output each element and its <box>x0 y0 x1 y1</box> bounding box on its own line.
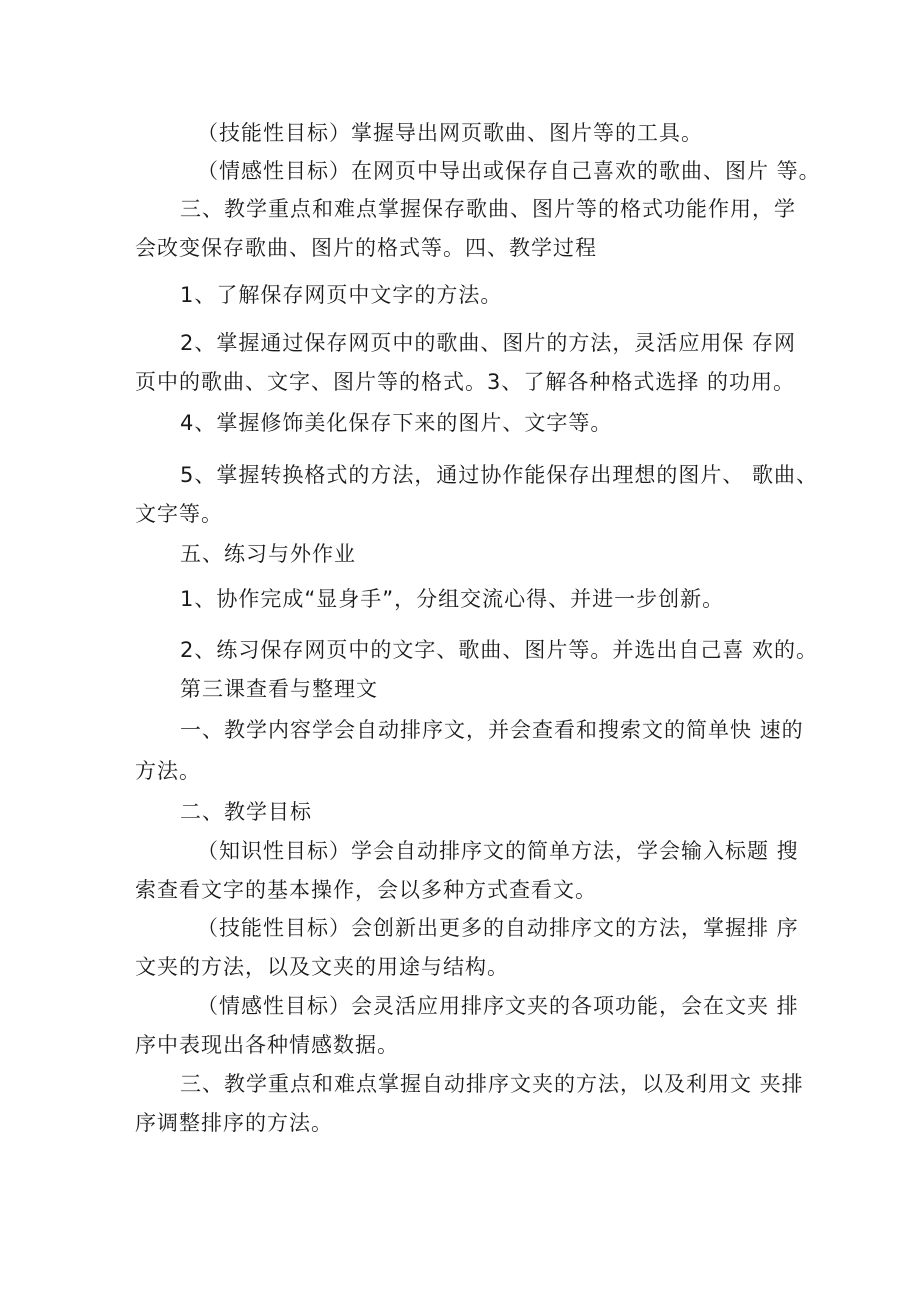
text-line: 方法。 <box>135 759 201 783</box>
text-line: 1、协作完成“显身手”，分组交流心得、并进一步创新。 <box>180 587 725 611</box>
text-line: （情感性目标）在网页中导出或保存自己喜欢的歌曲、图片 等。 <box>197 159 821 183</box>
text-line: 序中表现出各种情感数据。 <box>135 1033 399 1057</box>
text-line: 1、了解保存网页中文字的方法。 <box>180 283 503 307</box>
text-line: （情感性目标）会灵活应用排序文夹的各项功能，会在文夹 排 <box>197 994 799 1018</box>
text-line: 五、练习与外作业 <box>180 542 356 566</box>
text-line: 第三课查看与整理文 <box>180 677 378 701</box>
text-line: 5、掌握转换格式的方法，通过协作能保存出理想的图片、 歌曲、 <box>180 463 819 487</box>
text-line: 一、教学内容学会自动排序文，并会查看和搜索文的简单快 速的 <box>180 718 804 742</box>
text-line: 2、掌握通过保存网页中的歌曲、图片的方法，灵活应用保 存网 <box>180 331 797 355</box>
text-line: 4、掌握修饰美化保存下来的图片、文字等。 <box>180 411 613 435</box>
text-line: 三、教学重点和难点掌握自动排序文夹的方法，以及利用文 夹排 <box>180 1072 804 1096</box>
text-line: 序调整排序的方法。 <box>135 1111 333 1135</box>
text-line: 文字等。 <box>135 502 223 526</box>
text-line: 二、教学目标 <box>180 800 312 824</box>
text-line: （技能性目标）会创新出更多的自动排序文的方法，掌握排 序 <box>197 916 799 940</box>
text-line: 页中的歌曲、文字、图片等的格式。3、了解各种格式选择 的功用。 <box>135 370 796 394</box>
text-line: 三、教学重点和难点掌握保存歌曲、图片等的格式功能作用，学 <box>180 197 796 221</box>
text-line: 会改变保存歌曲、图片的格式等。四、教学过程 <box>135 236 597 260</box>
text-line: 文夹的方法，以及文夹的用途与结构。 <box>135 955 509 979</box>
text-line: （知识性目标）学会自动排序文的简单方法，学会输入标题 搜 <box>197 839 799 863</box>
text-line: 2、练习保存网页中的文字、歌曲、图片等。并选出自己喜 欢的。 <box>180 638 819 662</box>
text-line: （技能性目标）掌握导出网页歌曲、图片等的工具。 <box>197 121 703 145</box>
text-line: 索查看文字的基本操作，会以多种方式查看文。 <box>135 878 597 902</box>
